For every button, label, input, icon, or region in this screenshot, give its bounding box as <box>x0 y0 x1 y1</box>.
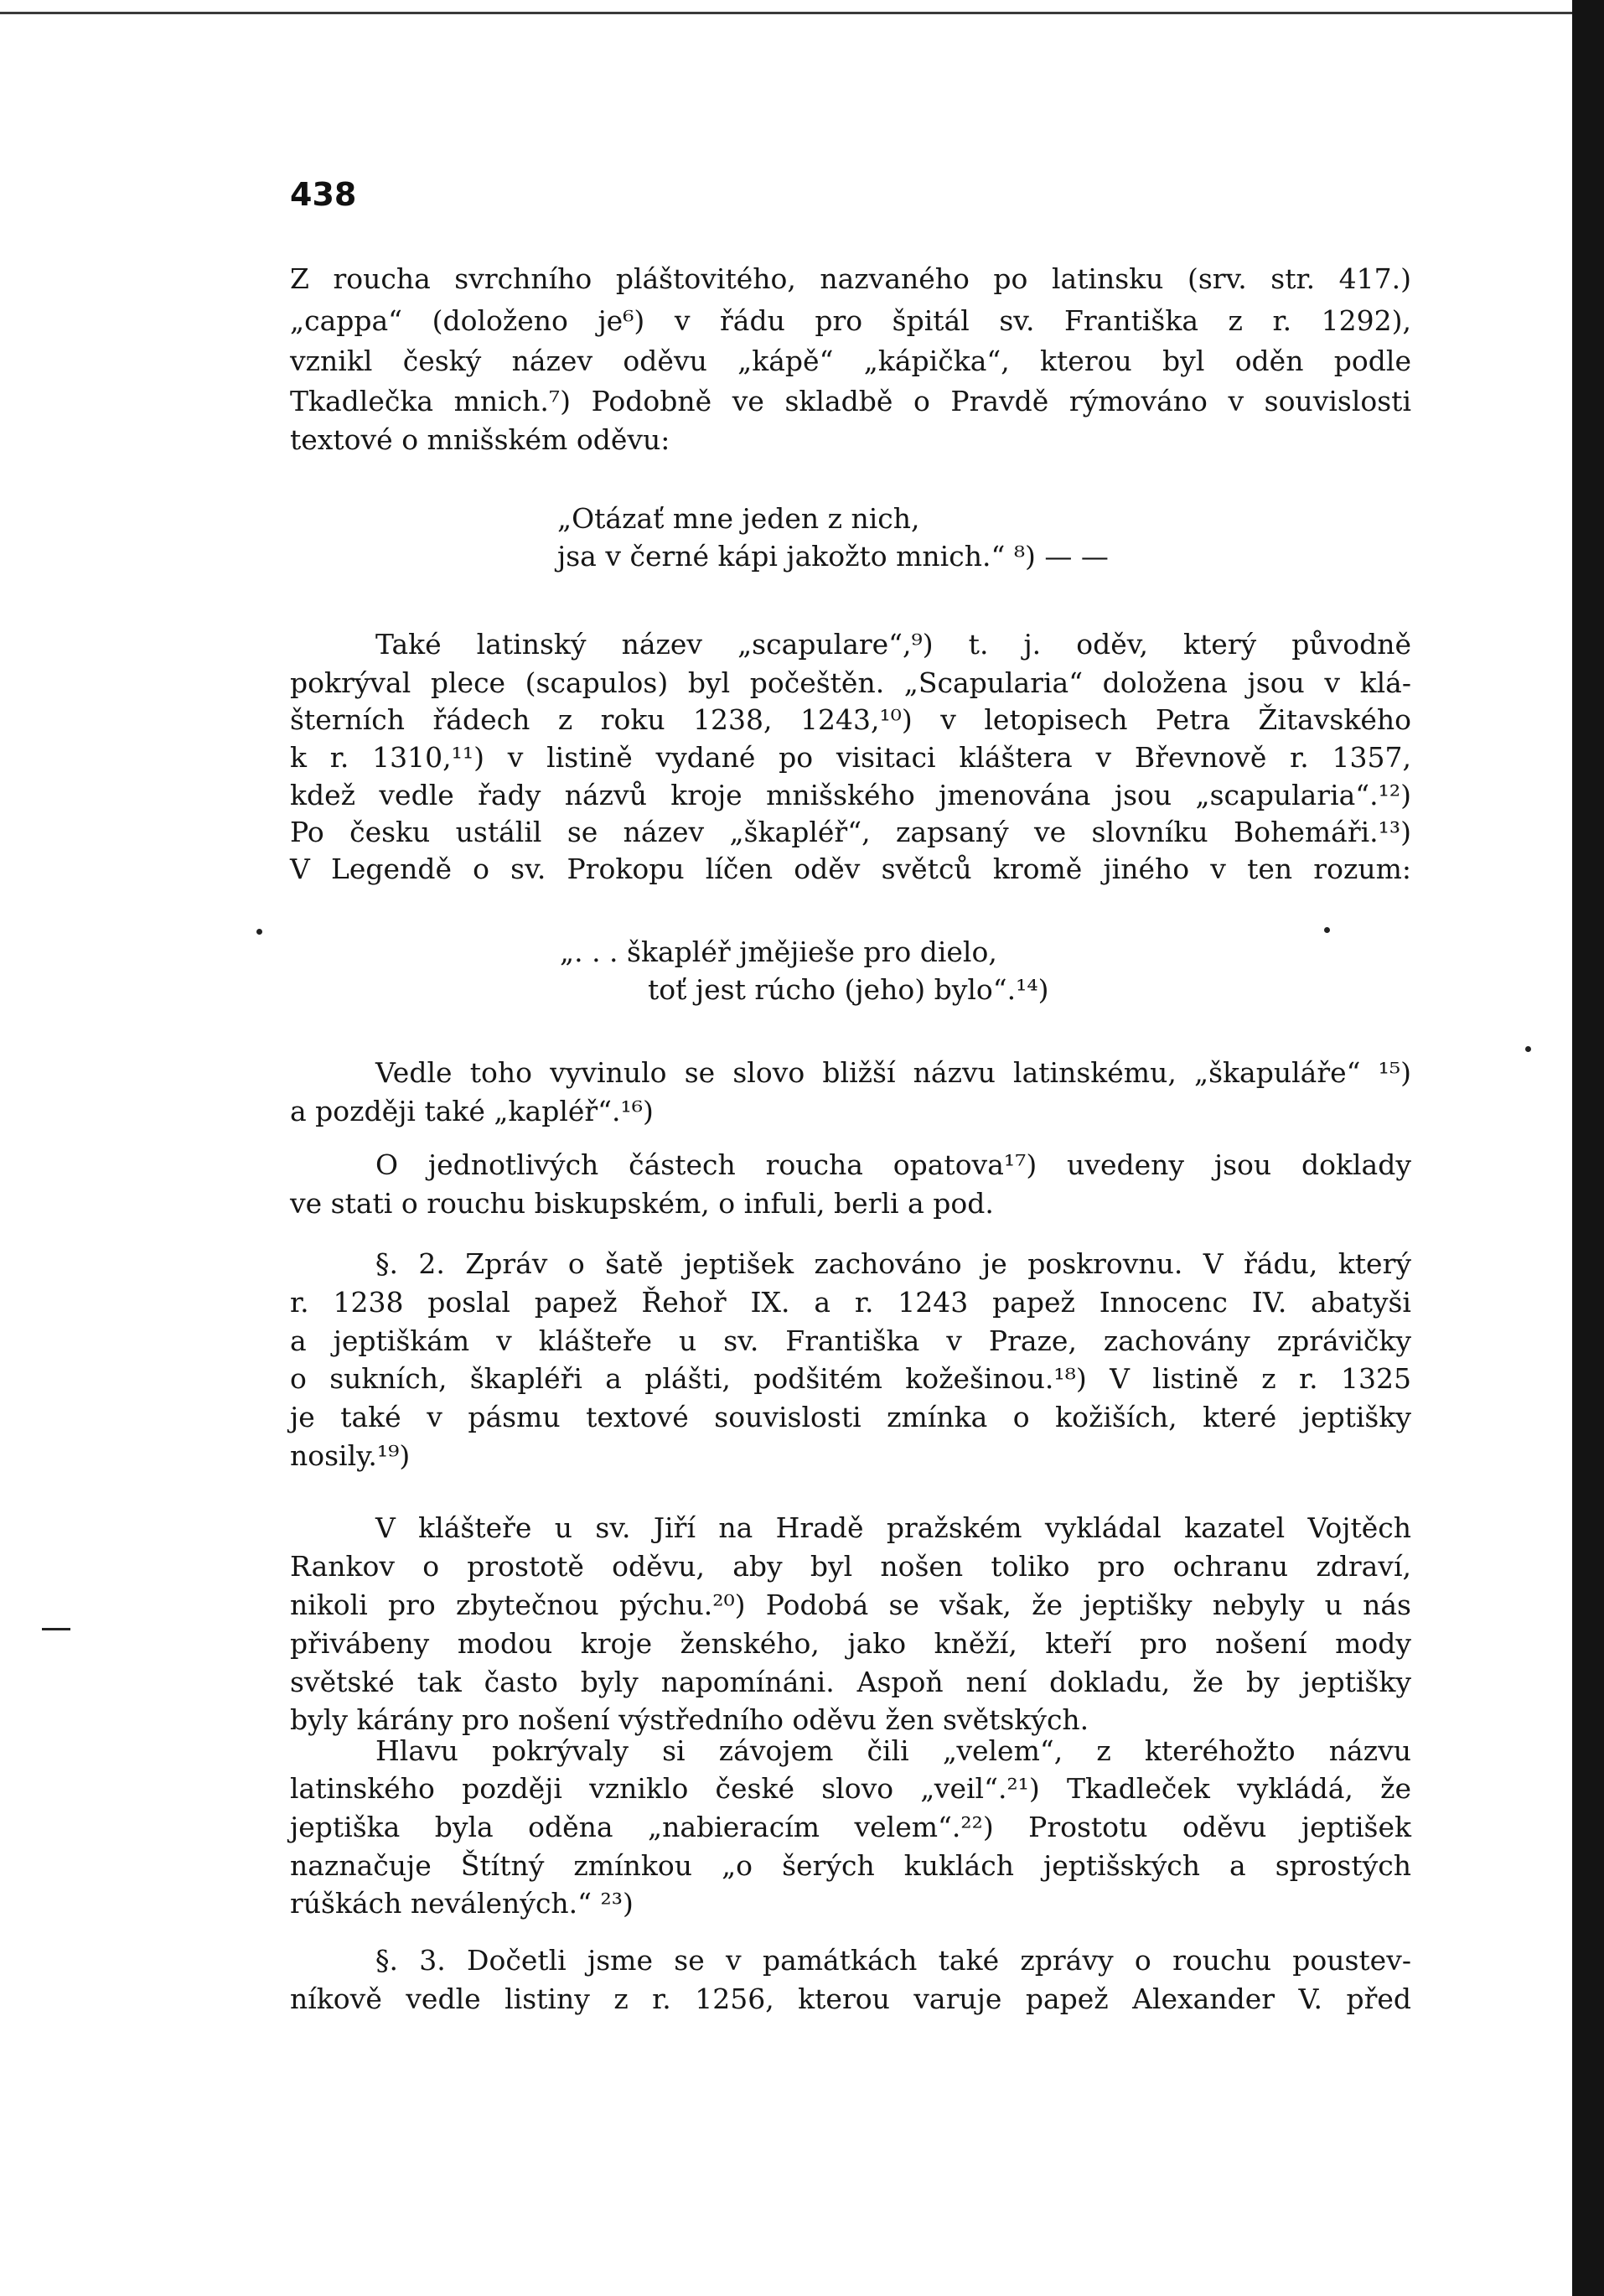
text-line: Vedle toho vyvinulo se slovo bližší názvu latinskému, „škapuláře“ ¹⁵) <box>375 1056 1411 1089</box>
text-line: Hlavu pokrývaly si závojem čili „velem“, z kteréhožto názvu <box>375 1734 1411 1767</box>
text-line: k r. 1310,¹¹) v listině vydané po visitaci kláštera v Břevnově r. 1357, <box>290 741 1411 774</box>
verse-line: jsa v černé kápi jakožto mnich.“ ⁸) — — <box>557 540 1109 573</box>
page-top-edge <box>0 12 1572 14</box>
text-line: kdež vedle řady názvů kroje mnišského jmenována jsou „scapularia“.¹²) <box>290 779 1411 811</box>
text-line: latinského později vzniklo české slovo „veil“.²¹) Tkadleček vykládá, že <box>290 1772 1411 1805</box>
text-line: jeptiška byla oděna „nabieracím velem“.²²) Prostotu oděvu jeptišek <box>290 1811 1411 1843</box>
text-line: textové o mnišském oděvu: <box>290 423 670 456</box>
text-line: byly kárány pro nošení výstředního oděvu žen světských. <box>290 1703 1089 1736</box>
page-number: 438 <box>290 176 357 213</box>
margin-dot <box>1324 927 1330 933</box>
text-line: a později také „kapléř“.¹⁶) <box>290 1095 654 1127</box>
text-line: přivábeny modou kroje ženského, jako kněží, kteří pro nošení mody <box>290 1627 1411 1660</box>
text-line: Po česku ustálil se název „škapléř“, zapsaný ve slovníku Bohemáři.¹³) <box>290 816 1411 848</box>
text-line: „cappa“ (doloženo je⁶) v řádu pro špitál sv. Františka z r. 1292), <box>290 304 1411 337</box>
text-line: ve stati o rouchu biskupském, o infuli, berli a pod. <box>290 1187 994 1220</box>
text-line: Také latinský název „scapulare“,⁹) t. j. oděv, který původně <box>375 628 1411 661</box>
text-line: níkově vedle listiny z r. 1256, kterou varuje papež Alexander V. před <box>290 1982 1411 2015</box>
margin-dash <box>42 1628 70 1630</box>
text-line: nikoli pro zbytečnou pýchu.²⁰) Podobá se však, že jeptišky nebyly u nás <box>290 1589 1411 1621</box>
text-line: §. 3. Dočetli jsme se v památkách také zprávy o rouchu poustev- <box>375 1944 1411 1977</box>
text-line: nosily.¹⁹) <box>290 1439 411 1472</box>
text-line: Rankov o prostotě oděvu, aby byl nošen toliko pro ochranu zdraví, <box>290 1550 1411 1583</box>
text-line: Z roucha svrchního pláštovitého, nazvaného po latinsku (srv. str. 417.) <box>290 262 1411 295</box>
scan-border <box>1572 0 1604 2296</box>
text-line: O jednotlivých částech roucha opatova¹⁷) uvedeny jsou doklady <box>375 1148 1411 1181</box>
text-line: V Legendě o sv. Prokopu líčen oděv světců kromě jiného v ten rozum: <box>290 853 1411 885</box>
text-line: V klášteře u sv. Jiří na Hradě pražském vykládal kazatel Vojtěch <box>375 1511 1411 1544</box>
margin-dot <box>256 929 262 935</box>
text-line: o sukních, škapléři a plášti, podšitém kožešinou.¹⁸) V listině z r. 1325 <box>290 1362 1411 1395</box>
text-line: a jeptiškám v klášteře u sv. Františka v Praze, zachovány zprávičky <box>290 1324 1411 1357</box>
verse-line: „Otázať mne jeden z nich, <box>557 502 920 535</box>
text-line: je také v pásmu textové souvislosti zmínka o kožiších, které jeptišky <box>290 1401 1411 1433</box>
text-line: pokrýval plece (scapulos) byl počeštěn. „Scapularia“ doložena jsou v klá- <box>290 666 1411 699</box>
verse-line: „. . . škapléř jmějieše pro dielo, <box>560 936 997 968</box>
text-line: r. 1238 poslal papež Řehoř IX. a r. 1243 papež Innocenc IV. abatyši <box>290 1286 1411 1319</box>
text-line: světské tak často byly napomínáni. Aspoň není dokladu, že by jeptišky <box>290 1666 1411 1698</box>
margin-dot <box>1525 1046 1531 1052</box>
text-line: vznikl český název oděvu „kápě“ „kápička“, kterou byl oděn podle <box>290 345 1411 377</box>
text-line: šterních řádech z roku 1238, 1243,¹⁰) v letopisech Petra Žitavského <box>290 703 1411 736</box>
text-line: rúškách neválených.“ ²³) <box>290 1887 634 1920</box>
text-line: Tkadlečka mnich.⁷) Podobně ve skladbě o Pravdě rýmováno v souvislosti <box>290 385 1411 417</box>
verse-line: toť jest rúcho (jeho) bylo“.¹⁴) <box>648 973 1049 1006</box>
text-line: §. 2. Zpráv o šatě jeptišek zachováno je poskrovnu. V řádu, který <box>375 1247 1411 1280</box>
text-line: naznačuje Štítný zmínkou „o šerých kuklách jeptišských a sprostých <box>290 1849 1411 1882</box>
